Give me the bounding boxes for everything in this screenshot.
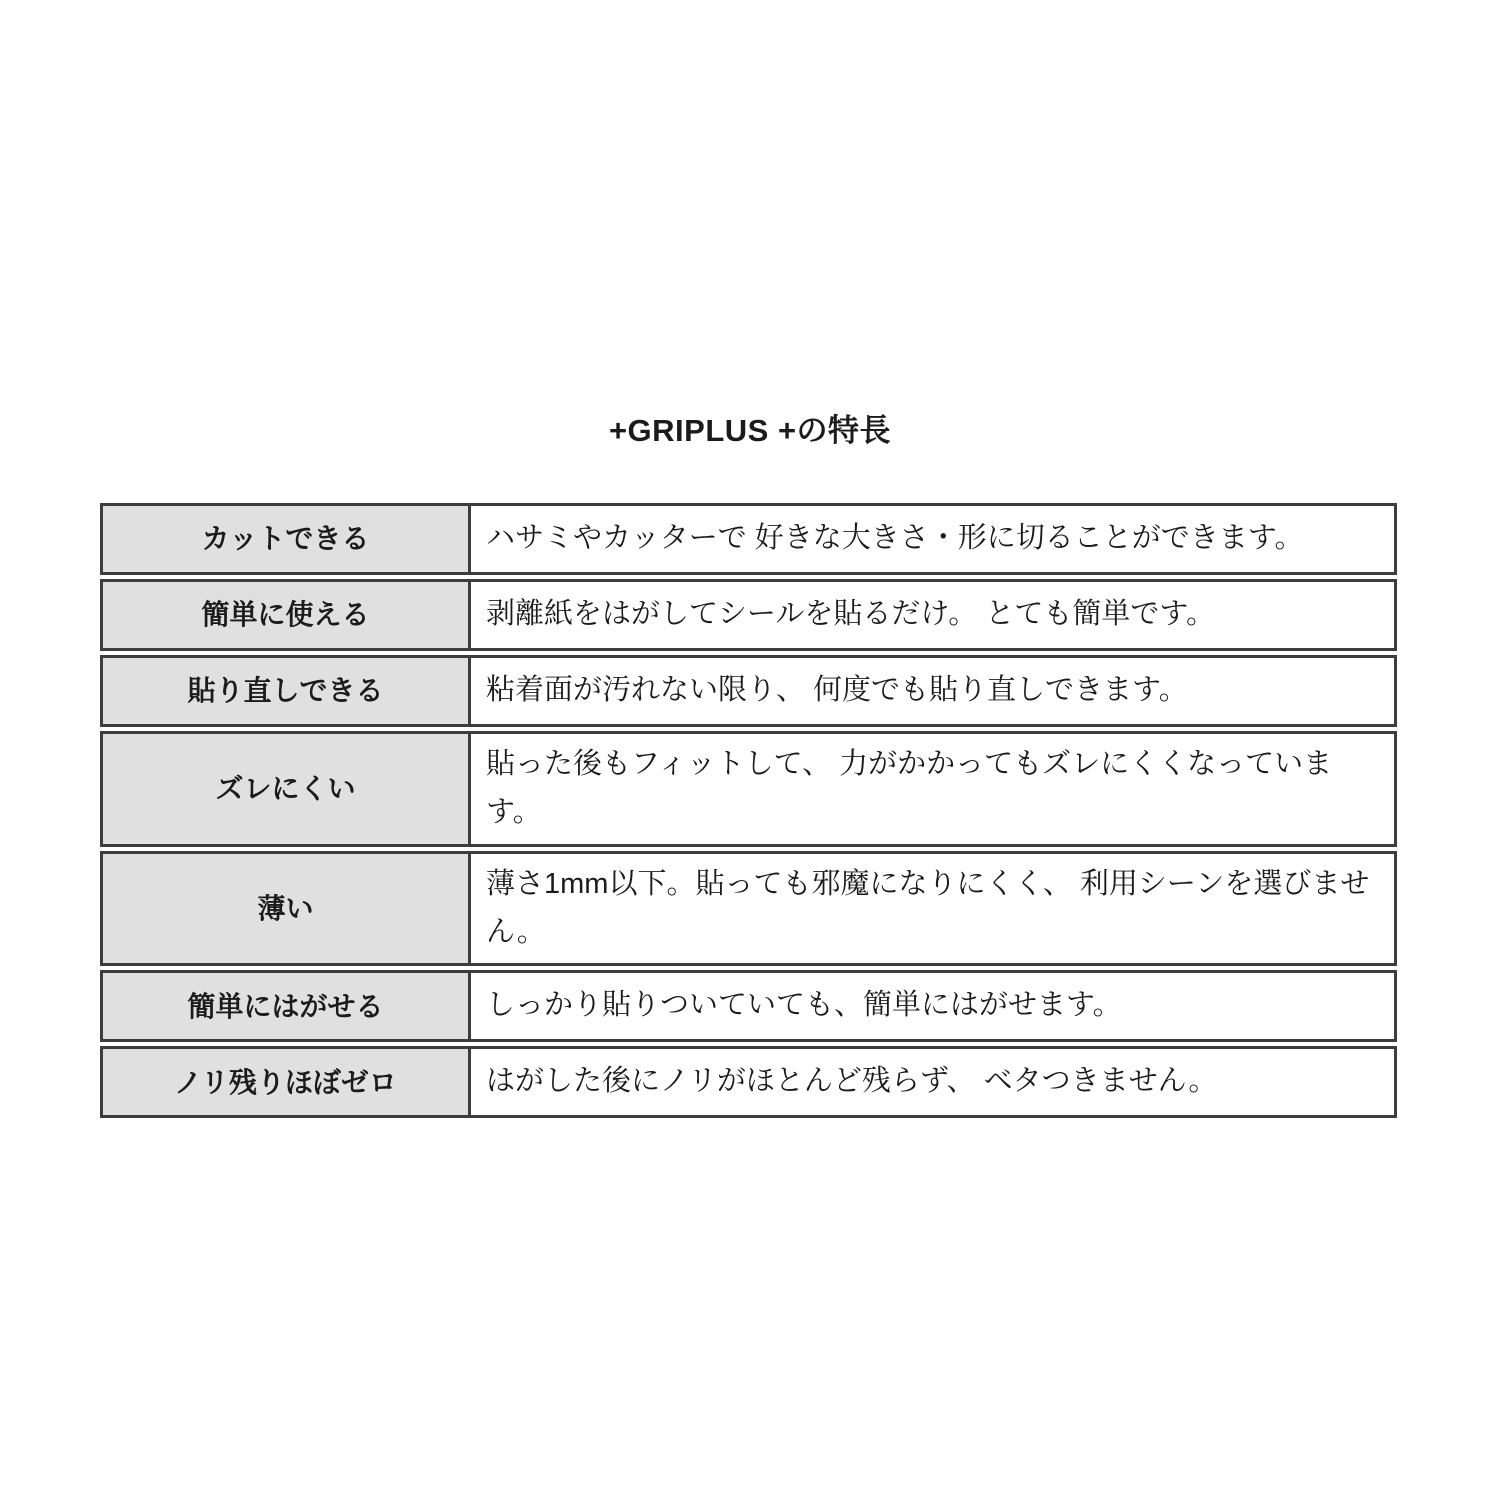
feature-description: しっかり貼りついていても、簡単にはがせます。 (486, 989, 1122, 1022)
feature-label: 薄い (103, 854, 471, 964)
feature-label: ノリ残りほぼゼロ (103, 1049, 471, 1115)
page-title: +GRIPLUS +の特長 (608, 413, 892, 448)
table-row (100, 655, 1397, 727)
table-row (100, 851, 1397, 967)
table-row (100, 503, 1397, 575)
feature-label: 簡単にはがせる (103, 973, 471, 1039)
feature-label: 簡単に使える (103, 582, 471, 648)
feature-description: はがした後にノリがほとんど残らず、 ベタつきません。 (486, 1065, 1218, 1098)
feature-label: カットできる (103, 506, 471, 572)
feature-label: ズレにくい (103, 734, 471, 844)
table-row (100, 1046, 1397, 1118)
feature-description: 剥離紙をはがしてシールを貼るだけ。 とても簡単です。 (486, 598, 1215, 631)
feature-label: 貼り直しできる (103, 658, 471, 724)
feature-description: 薄さ1mm以下。貼っても邪魔になりにくく、 利用シーンを選びません。 (486, 867, 1370, 948)
table-row (100, 970, 1397, 1042)
feature-description: 粘着面が汚れない限り、 何度でも貼り直しできます。 (486, 674, 1188, 707)
feature-table (100, 503, 1397, 1122)
feature-description: ハサミやカッターで 好きな大きさ・形に切ることができます。 (486, 522, 1304, 555)
table-row (100, 579, 1397, 651)
table-row (100, 731, 1397, 847)
feature-description: 貼った後もフィットして、 力がかかってもズレにくくなっています。 (486, 748, 1333, 828)
